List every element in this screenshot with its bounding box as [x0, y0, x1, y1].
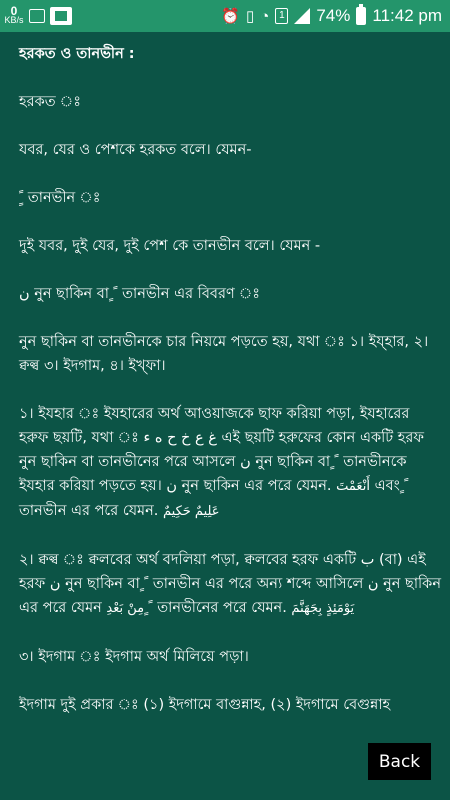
harakat-title: হরকত ঃ [19, 94, 81, 110]
harakat-definition: যবর, যের ও পেশকে হরকত বলে। যেমন- [19, 142, 252, 158]
tanween-title: ٍ ً তানভীন ঃ [19, 190, 101, 206]
image-icon [29, 9, 45, 23]
qalb-paragraph [19, 548, 443, 621]
nun-sakin-title: ن নুন ছাকিন বা ٍ ً তানভীন এর বিবরণ ঃ [19, 286, 261, 302]
qalb-text: ২। ক্বল্ব ঃ ক্বলবের অর্থ বদলিয়া পড়া, ক্বলবের হরফ একটি ب (বা) এই হরফ ن নুন ছাকিন বা ٍ ً তানভীন এর পরে অন্য শব্দে আসিলে ن নুন ছাকিন এর পরে যেমন [19, 552, 441, 616]
izhar-text: ১। ইযহার ঃ ইযহারের অর্থ আওয়াজকে ছাফ করিয়া পড়া, ইযহারের হরুফ ছয়টি, যথা ঃ غ ع خ ح ه ء এই ছয়টি হরুফের কোন একটি হরফ নুন ছাকিন বা তানভীনের পরে আসলে ن নুন ছাকিন বা ٍ ً তানভীনকে ইযহার করিয়া পড়তে হয়। ن নুন ছাকিন এর পরে যেমন. [19, 406, 424, 494]
izhar-paragraph [19, 402, 443, 524]
vibrate-icon: ▯ [246, 8, 255, 25]
nun-sakin-rules: নুন ছাকিন বা তানভীনকে চার নিয়মে পড়তে হয়, যথা ঃ ১। ইয্হার, ২। ক্বল্ব ৩। ইদগাম, ৪। ইখ্‌ফা। [19, 334, 429, 374]
app-icon [50, 7, 72, 25]
status-bar [0, 0, 450, 32]
idgham-types: ইদগাম দুই প্রকার ঃ (১) ইদগামে বাগুন্নাহ, (২) ইদগামে বেগুন্নাহ [19, 697, 391, 713]
back-button[interactable]: Back [368, 743, 431, 780]
battery-icon [356, 7, 366, 25]
izhar-example-1: أَنْعَمْتَ [336, 479, 370, 494]
lesson-content [19, 42, 443, 717]
net-speed-indicator: 0 KB/s [4, 4, 24, 25]
idgham-definition: ৩। ইদগাম ঃ ইদগাম অর্থ মিলিয়ে পড়া। [19, 649, 249, 665]
izhar-example-2: عَلِيمٌ حَكِيمٌ [163, 504, 220, 519]
sim-icon: 1 [275, 8, 288, 24]
battery-percent: 74% [316, 6, 351, 25]
izhar-and-text: এবং ٍ ً তানভীন এর পরে যেমন. [19, 478, 409, 519]
qalb-mid-text: ٍ ً তানভীনের পরে যেমন. [148, 600, 287, 616]
alarm-icon: ⏰ [221, 8, 241, 25]
qalb-example-2: يَوْمَئِذٍ بِجَهَنَّمَ [291, 601, 355, 616]
page-heading: হরকত ও তানভীন : [19, 46, 135, 62]
wifi-icon: ◔ [260, 7, 270, 25]
clock: 11:42 pm [372, 6, 442, 25]
tanween-definition: দুই যবর, দুই যের, দুই পেশ কে তানভীন বলে। যেমন - [19, 238, 321, 254]
signal-icon [294, 8, 310, 24]
qalb-example-1: مِنْ بَعْدِ [106, 601, 145, 616]
